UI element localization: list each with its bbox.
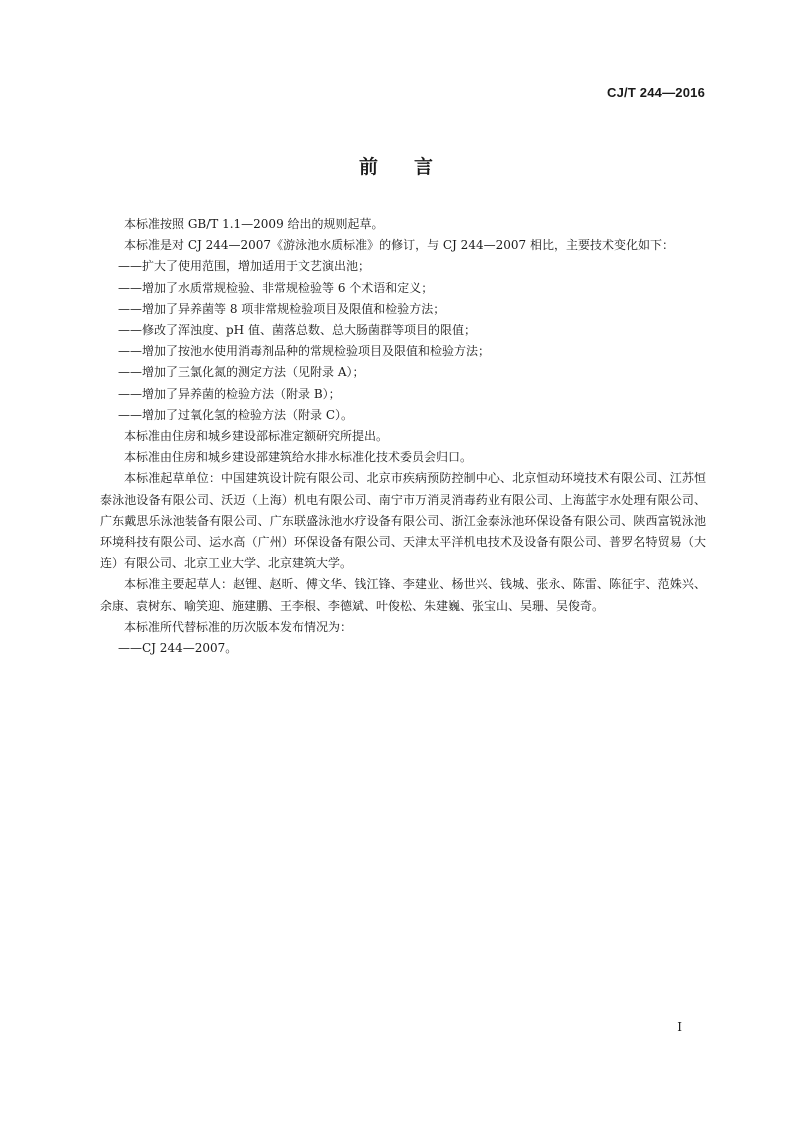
paragraph-drafting-rule: 本标准按照 GB/T 1.1—2009 给出的规则起草。 [124, 217, 384, 231]
title-char-1: 前 [358, 156, 380, 178]
paragraph-history-intro: 本标准所代替标准的历次版本发布情况为： [124, 619, 353, 634]
change-item: ——增加了按池水使用消毒剂品种的常规检验项目及限值和检验方法； [118, 344, 491, 359]
change-item: ——增加了过氧化氢的检验方法（附录 C）。 [118, 407, 353, 422]
history-item: ——CJ 244—2007。 [118, 641, 238, 656]
foreword-body [100, 214, 706, 659]
change-item: ——修改了浑浊度、pH 值、菌落总数、总大肠菌群等项目的限值； [118, 323, 476, 338]
change-item: ——增加了异养菌的检验方法（附录 B）； [118, 386, 341, 401]
paragraph-proposer: 本标准由住房和城乡建设部标准定额研究所提出。 [124, 429, 389, 444]
change-item: ——增加了异养菌等 8 项非常规检验项目及限值和检验方法； [118, 301, 446, 316]
change-item: ——增加了三氯化氮的测定方法（见附录 A）； [118, 365, 365, 380]
change-item: ——增加了水质常规检验、非常规检验等 6 个术语和定义； [118, 280, 434, 295]
page-number: I [677, 1020, 682, 1034]
change-item: ——扩大了使用范围，增加适用于文艺演出池； [118, 259, 371, 274]
title-char-2: 言 [414, 156, 436, 178]
page-title [0, 152, 794, 179]
paragraph-committee: 本标准由住房和城乡建设部建筑给水排水标准化技术委员会归口。 [124, 450, 473, 465]
paragraph-drafters: 本标准主要起草人：赵锂、赵昕、傅文华、钱江锋、李建业、杨世兴、钱城、张永、陈雷、陈征宇、范姝兴、余康、袁树东、喻笑迎、施建鹏、王李根、李德斌、叶俊松、朱建巍、张宝山、吴珊、吴俊奇。 [100, 577, 706, 613]
standard-code: CJ/T 244—2016 [607, 85, 705, 100]
paragraph-drafting-units: 本标准起草单位：中国建筑设计院有限公司、北京市疾病预防控制中心、北京恒动环境技术有限公司、江苏恒泰泳池设备有限公司、沃迈（上海）机电有限公司、南宁市万消灵消毒药业有限公司、上海蓝宇水处理有限公司、广东戴思乐泳池装备有限公司、广东联盛泳池水疗设备有限公司、浙江金泰泳池环保设备有限公司、陕西富锐泳池环境科技有限公司、运水高（广州）环保设备有限公司、天津太平洋机电技术及设备有限公司、普罗名特贸易（大连）有限公司、北京工业大学、北京建筑大学。 [100, 471, 706, 571]
paragraph-revision-intro: 本标准是对 CJ 244—2007《游泳池水质标准》的修订，与 CJ 244—2007 相比，主要技术变化如下： [124, 238, 674, 253]
